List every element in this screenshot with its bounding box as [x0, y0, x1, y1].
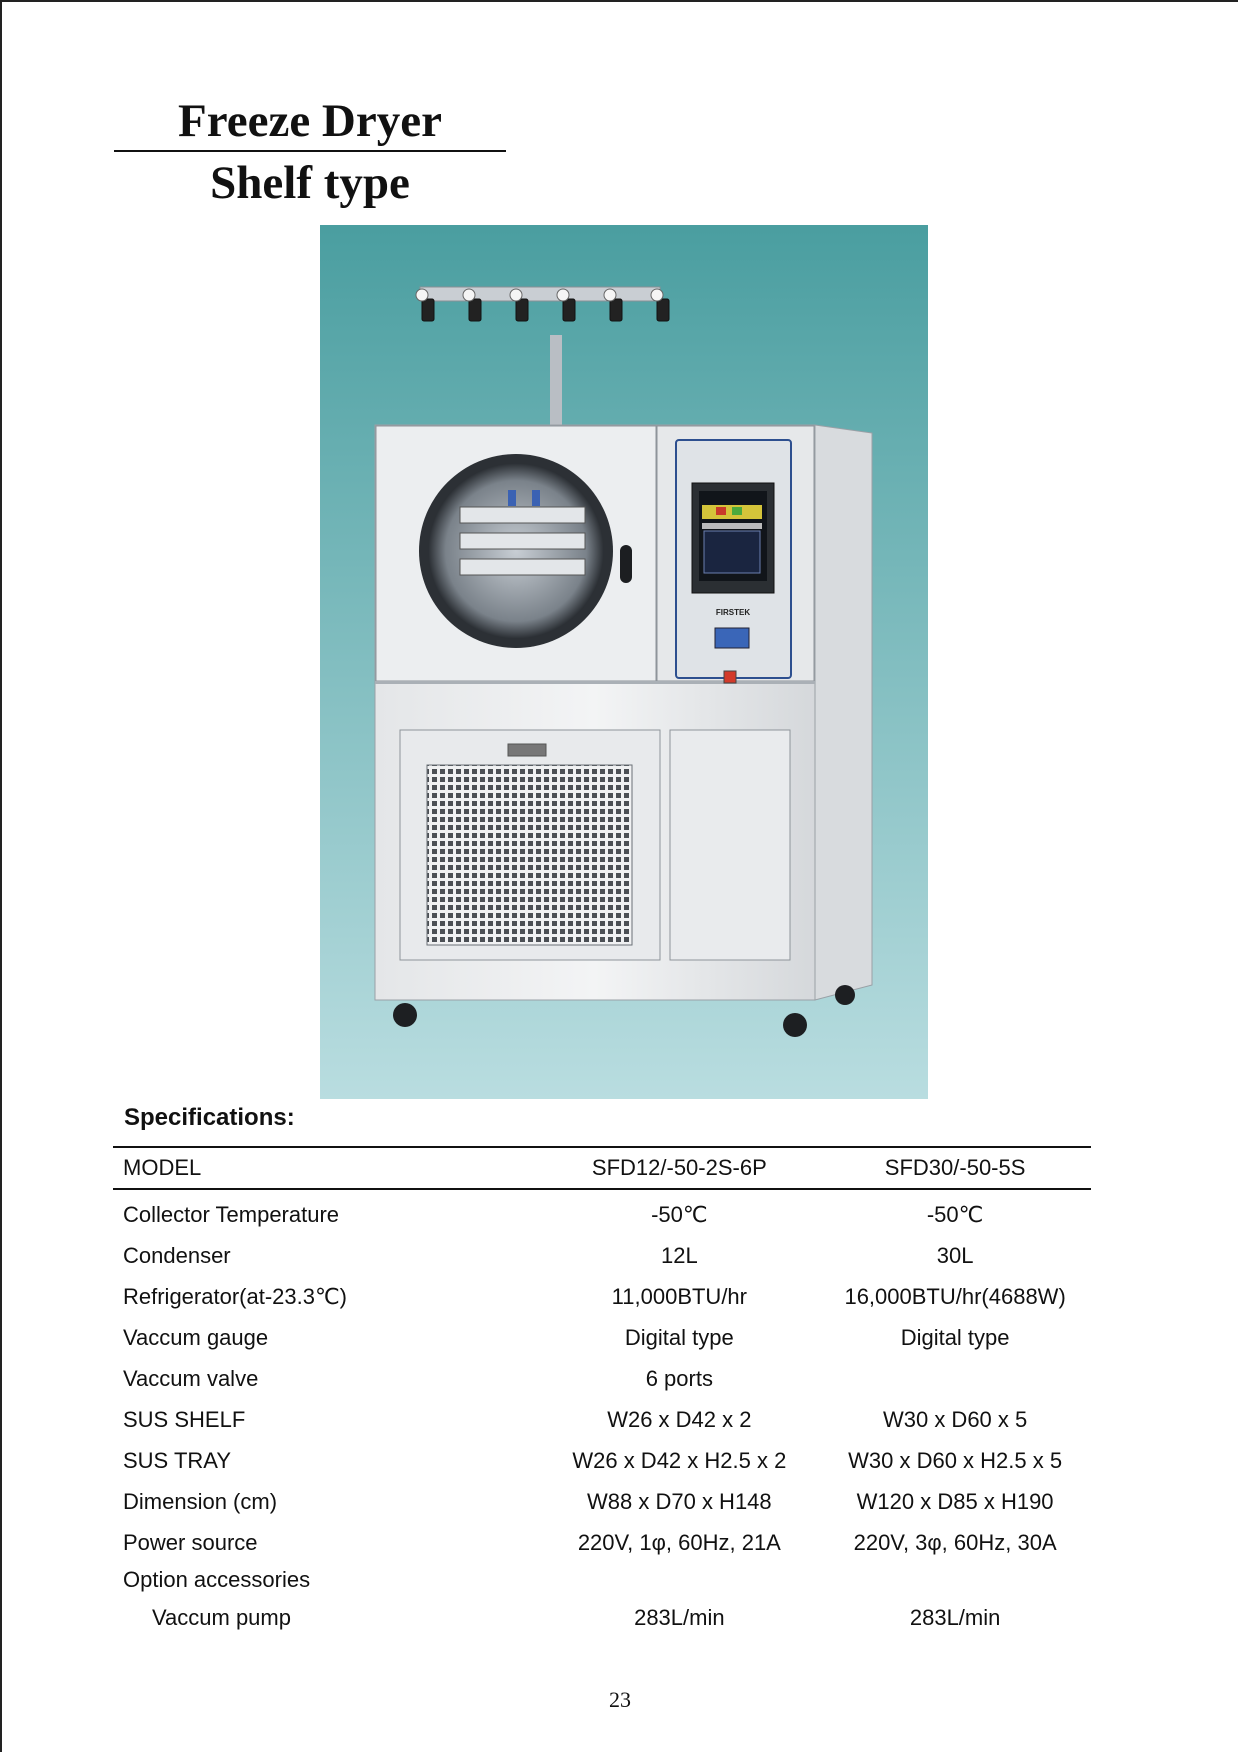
row-label: Refrigerator(at-23.3℃) — [123, 1283, 348, 1309]
control-panel — [676, 440, 791, 683]
row-label: SUS TRAY — [123, 1447, 231, 1473]
row-value-a: W26 x D42 x 2 — [607, 1406, 752, 1432]
row-value-a: 220V, 1φ, 60Hz, 21A — [577, 1529, 781, 1555]
specifications-table — [113, 1146, 1091, 1638]
row-label: Condenser — [123, 1242, 231, 1268]
table-row — [113, 1522, 1091, 1563]
row-value-b: W120 x D85 x H190 — [856, 1488, 1054, 1514]
row-value-b: 220V, 3φ, 60Hz, 30A — [853, 1529, 1057, 1555]
page-number: 23 — [609, 1687, 631, 1712]
row-value-a — [539, 1563, 819, 1597]
row-value-a: 11,000BTU/hr — [611, 1283, 747, 1309]
row-value-b: 283L/min — [909, 1604, 1001, 1630]
row-value-a: 12L — [660, 1242, 698, 1268]
row-label: Vaccum gauge — [123, 1324, 269, 1350]
row-value-a: 6 ports — [645, 1365, 713, 1391]
row-label: Vaccum pump — [152, 1604, 291, 1630]
panel-brand: FIRSTEK — [715, 608, 751, 617]
row-value-a: W88 x D70 x H148 — [587, 1488, 772, 1514]
row-label: Vaccum valve — [123, 1365, 259, 1391]
row-label: Collector Temperature — [123, 1201, 340, 1227]
table-row — [113, 1481, 1091, 1522]
title-sub: Shelf type — [210, 157, 410, 209]
title-block — [114, 92, 506, 214]
row-value-a: -50℃ — [651, 1201, 708, 1227]
header-model-a: SFD12/-50-2S-6P — [591, 1155, 767, 1180]
row-label: Power source — [123, 1529, 258, 1555]
table-row — [113, 1440, 1091, 1481]
row-label: Option accessories — [123, 1567, 311, 1592]
header-model-b: SFD30/-50-5S — [884, 1155, 1026, 1180]
row-value-b: -50℃ — [926, 1201, 984, 1227]
row-value-b — [819, 1563, 1091, 1597]
table-row — [113, 1189, 1091, 1235]
table-row — [113, 1399, 1091, 1440]
table-row — [113, 1317, 1091, 1358]
row-value-b: W30 x D60 x 5 — [882, 1406, 1028, 1432]
table-row — [113, 1235, 1091, 1276]
table-row — [113, 1276, 1091, 1317]
product-photo — [320, 225, 928, 1099]
table-row — [113, 1358, 1091, 1399]
row-value-b: 16,000BTU/hr(4688W) — [844, 1283, 1066, 1309]
row-label: Dimension (cm) — [123, 1488, 278, 1514]
table-row — [113, 1597, 1091, 1638]
row-value-b: 30L — [936, 1242, 974, 1268]
row-value-a: Digital type — [624, 1324, 734, 1350]
table-header-row — [113, 1147, 1091, 1189]
specifications-heading: Specifications: — [124, 1104, 295, 1131]
table-row — [113, 1563, 1091, 1597]
row-value-b: Digital type — [900, 1324, 1010, 1350]
header-model-label: MODEL — [123, 1155, 202, 1180]
row-value-b — [819, 1358, 1091, 1399]
row-value-b: W30 x D60 x H2.5 x 5 — [848, 1447, 1063, 1473]
title-main: Freeze Dryer — [178, 95, 442, 147]
freeze-dryer-illustration — [320, 225, 928, 1099]
row-label: SUS SHELF — [123, 1406, 246, 1432]
row-value-a: W26 x D42 x H2.5 x 2 — [572, 1447, 787, 1473]
row-value-a: 283L/min — [634, 1604, 725, 1630]
